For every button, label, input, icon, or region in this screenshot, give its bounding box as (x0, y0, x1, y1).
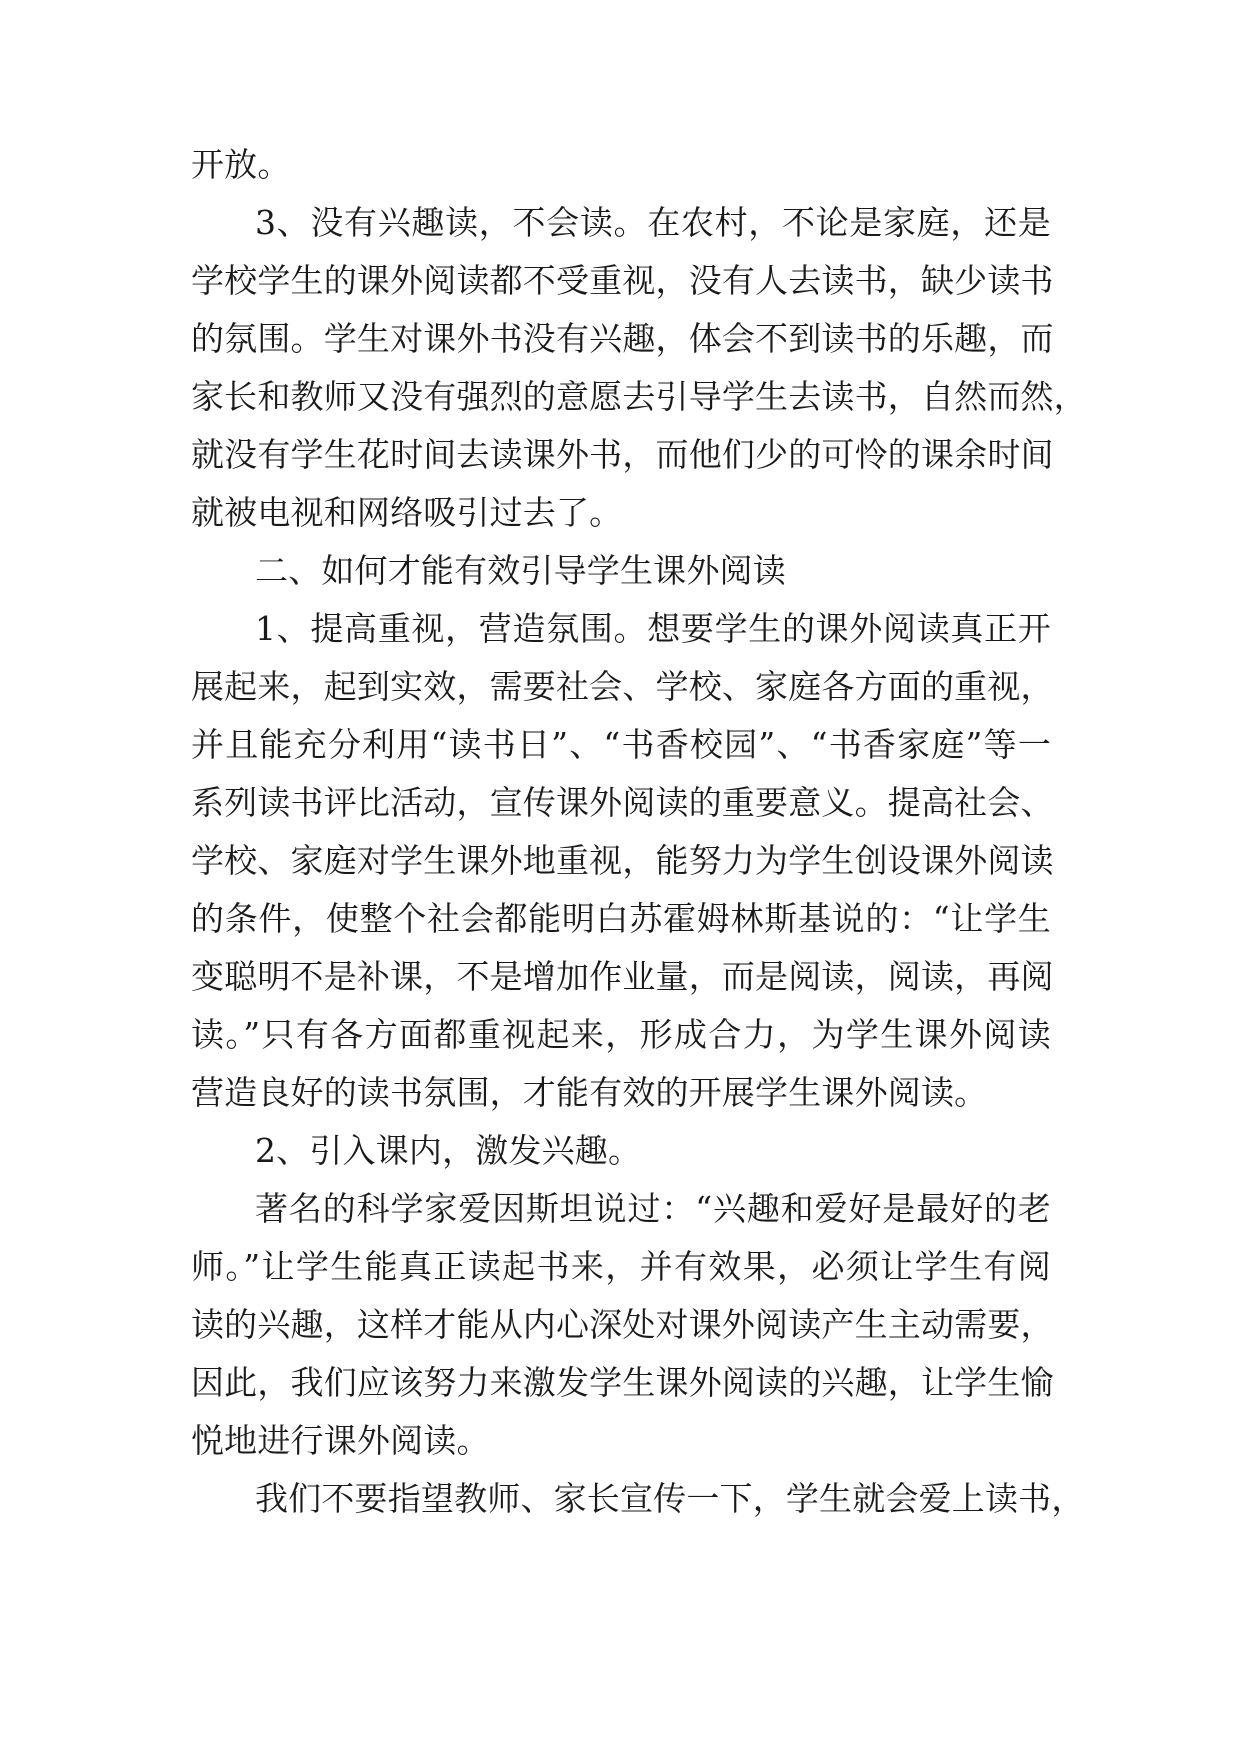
paragraph-start-line: 1、提高重视，营造氛围。想要学生的课外阅读真正开 (255, 609, 1051, 648)
text-line: 并且能充分利用“读书日”、“书香校园”、“书香家庭”等一 (191, 725, 1051, 764)
text-line: 学校学生的课外阅读都不受重视，没有人去读书，缺少读书 (191, 261, 1054, 300)
text-line: 读的兴趣，这样才能从内心深处对课外阅读产生主动需要， (191, 1305, 1054, 1344)
subsection-heading: 2、引入课内，激发兴趣。 (255, 1131, 642, 1170)
text-line: 展起来，起到实效，需要社会、学校、家庭各方面的重视， (191, 667, 1054, 706)
text-line: 开放。 (191, 145, 291, 184)
text-line: 读。”只有各方面都重视起来，形成合力，为学生课外阅读 (191, 1015, 1051, 1054)
paragraph-start-line: 3、没有兴趣读，不会读。在农村，不论是家庭，还是 (255, 203, 1051, 242)
section-heading: 二、如何才能有效引导学生课外阅读 (255, 551, 786, 590)
text-line: 的氛围。学生对课外书没有兴趣，体会不到读书的乐趣，而 (191, 319, 1054, 358)
text-line: 学校、家庭对学生课外地重视，能努力为学生创设课外阅读 (191, 841, 1054, 880)
text-line: 的条件，使整个社会都能明白苏霍姆林斯基说的：“让学生 (191, 899, 1051, 938)
text-line: 系列读书评比活动，宣传课外阅读的重要意义。提高社会、 (191, 783, 1054, 822)
text-line: 就没有学生花时间去读课外书，而他们少的可怜的课余时间 (191, 435, 1054, 474)
text-line: 变聪明不是补课，不是增加作业量，而是阅读，阅读，再阅 (191, 957, 1054, 996)
text-line: 悦地进行课外阅读。 (191, 1421, 490, 1460)
text-line: 因此，我们应该努力来激发学生课外阅读的兴趣，让学生愉 (191, 1363, 1054, 1402)
text-line: 家长和教师又没有强烈的意愿去引导学生去读书，自然而然， (191, 377, 1087, 416)
text-line: 就被电视和网络吸引过去了。 (191, 493, 623, 532)
paragraph-start-line: 著名的科学家爱因斯坦说过：“兴趣和爱好是最好的老 (255, 1189, 1051, 1228)
text-line: 营造良好的读书氛围，才能有效的开展学生课外阅读。 (191, 1073, 988, 1112)
text-line: 师。”让学生能真正读起书来，并有效果，必须让学生有阅 (191, 1247, 1051, 1286)
paragraph-start-line: 我们不要指望教师、家长宣传一下，学生就会爱上读书， (255, 1479, 1085, 1518)
